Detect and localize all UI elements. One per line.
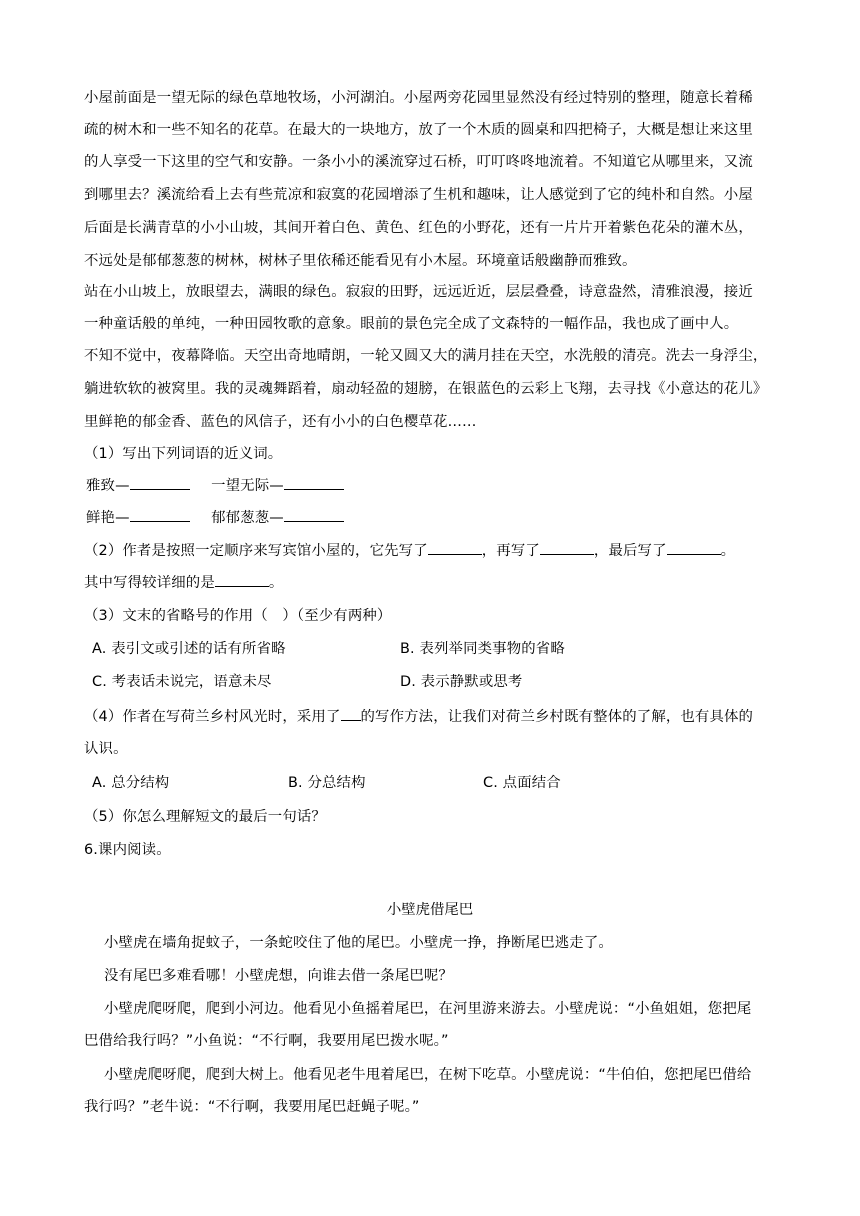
answer-blank[interactable] (540, 540, 594, 555)
passage-line: 不远处是郁郁葱葱的树林，树林子里依稀还能看见有小木屋。环境童话般幽静而雅致。 (84, 253, 637, 269)
synonym-word: 一望无际— (211, 478, 284, 494)
passage-line: 小屋前面是一望无际的绿色草地牧场，小河湖泊。小屋两旁花园里显然没有经过特别的整理，随意长着稀 (84, 90, 753, 106)
synonym-word: 郁郁葱葱— (211, 510, 284, 526)
answer-blank[interactable] (284, 507, 344, 522)
passage-line: 躺进软软的被窝里。我的灵魂舞蹈着，扇动轻盈的翅膀，在银蓝色的云彩上飞翔，去寻找《小意达的花儿》 (84, 381, 768, 397)
option-b[interactable]: B. 表列举同类事物的省略 (400, 641, 565, 657)
answer-blank[interactable] (667, 540, 721, 555)
question-text: ，最后写了 (593, 543, 667, 559)
passage-line: 站在小山坡上，放眼望去，满眼的绿色。寂寂的田野，远远近近，层层叠叠，诗意盎然，清雅浪漫，接近 (84, 284, 753, 300)
question-text: （2）作者是按照一定顺序来写宾馆小屋的，它先写了 (84, 543, 428, 559)
question-text: 的写作方法，让我们对荷兰乡村既有整体的了解，也有具体的 (360, 709, 754, 725)
answer-blank[interactable] (130, 507, 190, 522)
story-title: 小壁虎借尾巴 (386, 902, 474, 918)
synonym-word: 鲜艳— (86, 510, 130, 526)
answer-blank[interactable] (428, 540, 482, 555)
question-3-prompt: （3）文末的省略号的作用（ ）（至少有两种） (84, 608, 392, 624)
story-line: 小壁虎在墙角捉蚊子，一条蛇咬住了他的尾巴。小壁虎一挣，挣断尾巴逃走了。 (104, 935, 613, 951)
question-text: 。 (268, 575, 284, 591)
option-a[interactable]: A. 总分结构 (92, 775, 170, 791)
question-1-prompt: （1）写出下列词语的近义词。 (84, 446, 283, 462)
answer-blank[interactable] (341, 706, 361, 721)
answer-blank[interactable] (130, 475, 190, 490)
passage-line: 疏的树木和一些不知名的花草。在最大的一块地方，放了一个木质的圆桌和四把椅子，大概是想让来这里 (84, 122, 753, 138)
question-5-prompt: （5）你怎么理解短文的最后一句话？ (84, 809, 326, 825)
question-text: （4）作者在写荷兰乡村风光时，采用了 (84, 709, 341, 725)
question-text: ，再写了 (481, 543, 540, 559)
answer-blank[interactable] (215, 572, 269, 587)
passage-line: 到哪里去？溪流给看上去有些荒凉和寂寞的花园增添了生机和趣味，让人感觉到了它的纯朴和自然。小屋 (84, 187, 753, 203)
story-line: 小壁虎爬呀爬，爬到大树上。他看见老牛甩着尾巴，在树下吃草。小壁虎说：“牛伯伯，您把尾巴借给 (104, 1067, 752, 1083)
option-a[interactable]: A. 表引文或引述的话有所省略 (92, 641, 286, 657)
question-4-line (84, 706, 753, 727)
option-c[interactable]: C. 点面结合 (483, 775, 561, 791)
passage-line: 后面是长满青草的小小山坡，其间开着白色、黄色、红色的小野花，还有一片片开着紫色花朵的灌木丛， (84, 220, 753, 236)
passage-line: 一种童话般的单纯，一种田园牧歌的意象。眼前的景色完全成了文森特的一幅作品，我也成了画中人。 (84, 316, 739, 332)
question-2-line (84, 540, 735, 561)
question-text: 其中写得较详细的是 (84, 575, 215, 591)
option-d[interactable]: D. 表示静默或思考 (400, 674, 523, 690)
question-text: 。 (720, 543, 736, 559)
story-line: 巴借给我行吗？”小鱼说：“不行啊，我要用尾巴拨水呢。” (84, 1033, 449, 1049)
synonym-row (86, 507, 344, 528)
story-line: 小壁虎爬呀爬，爬到小河边。他看见小鱼摇着尾巴，在河里游来游去。小壁虎说：“小鱼姐姐，您把尾 (104, 1001, 752, 1017)
answer-blank[interactable] (284, 475, 344, 490)
synonym-row (86, 475, 344, 496)
section-heading: 6.课内阅读。 (84, 842, 171, 858)
synonym-word: 雅致— (86, 478, 130, 494)
option-b[interactable]: B. 分总结构 (288, 775, 366, 791)
passage-line: 里鲜艳的郁金香、蓝色的风信子，还有小小的白色樱草花…… (84, 414, 477, 430)
question-4-line: 认识。 (84, 741, 128, 757)
passage-line: 的人享受一下这里的空气和安静。一条小小的溪流穿过石桥，叮叮咚咚地流着。不知道它从哪里来，又流 (84, 154, 753, 170)
passage-line: 不知不觉中，夜幕降临。天空出奇地晴朗，一轮又圆又大的满月挂在天空，水洗般的清亮。洗去一身浮尘， (84, 348, 768, 364)
question-2-line (84, 572, 283, 593)
story-line: 我行吗？”老牛说：“不行啊，我要用尾巴赶蝇子呢。” (84, 1099, 420, 1115)
story-line: 没有尾巴多难看哪！小壁虎想，向谁去借一条尾巴呢？ (104, 968, 453, 984)
option-c[interactable]: C. 考表话未说完，语意未尽 (92, 674, 272, 690)
